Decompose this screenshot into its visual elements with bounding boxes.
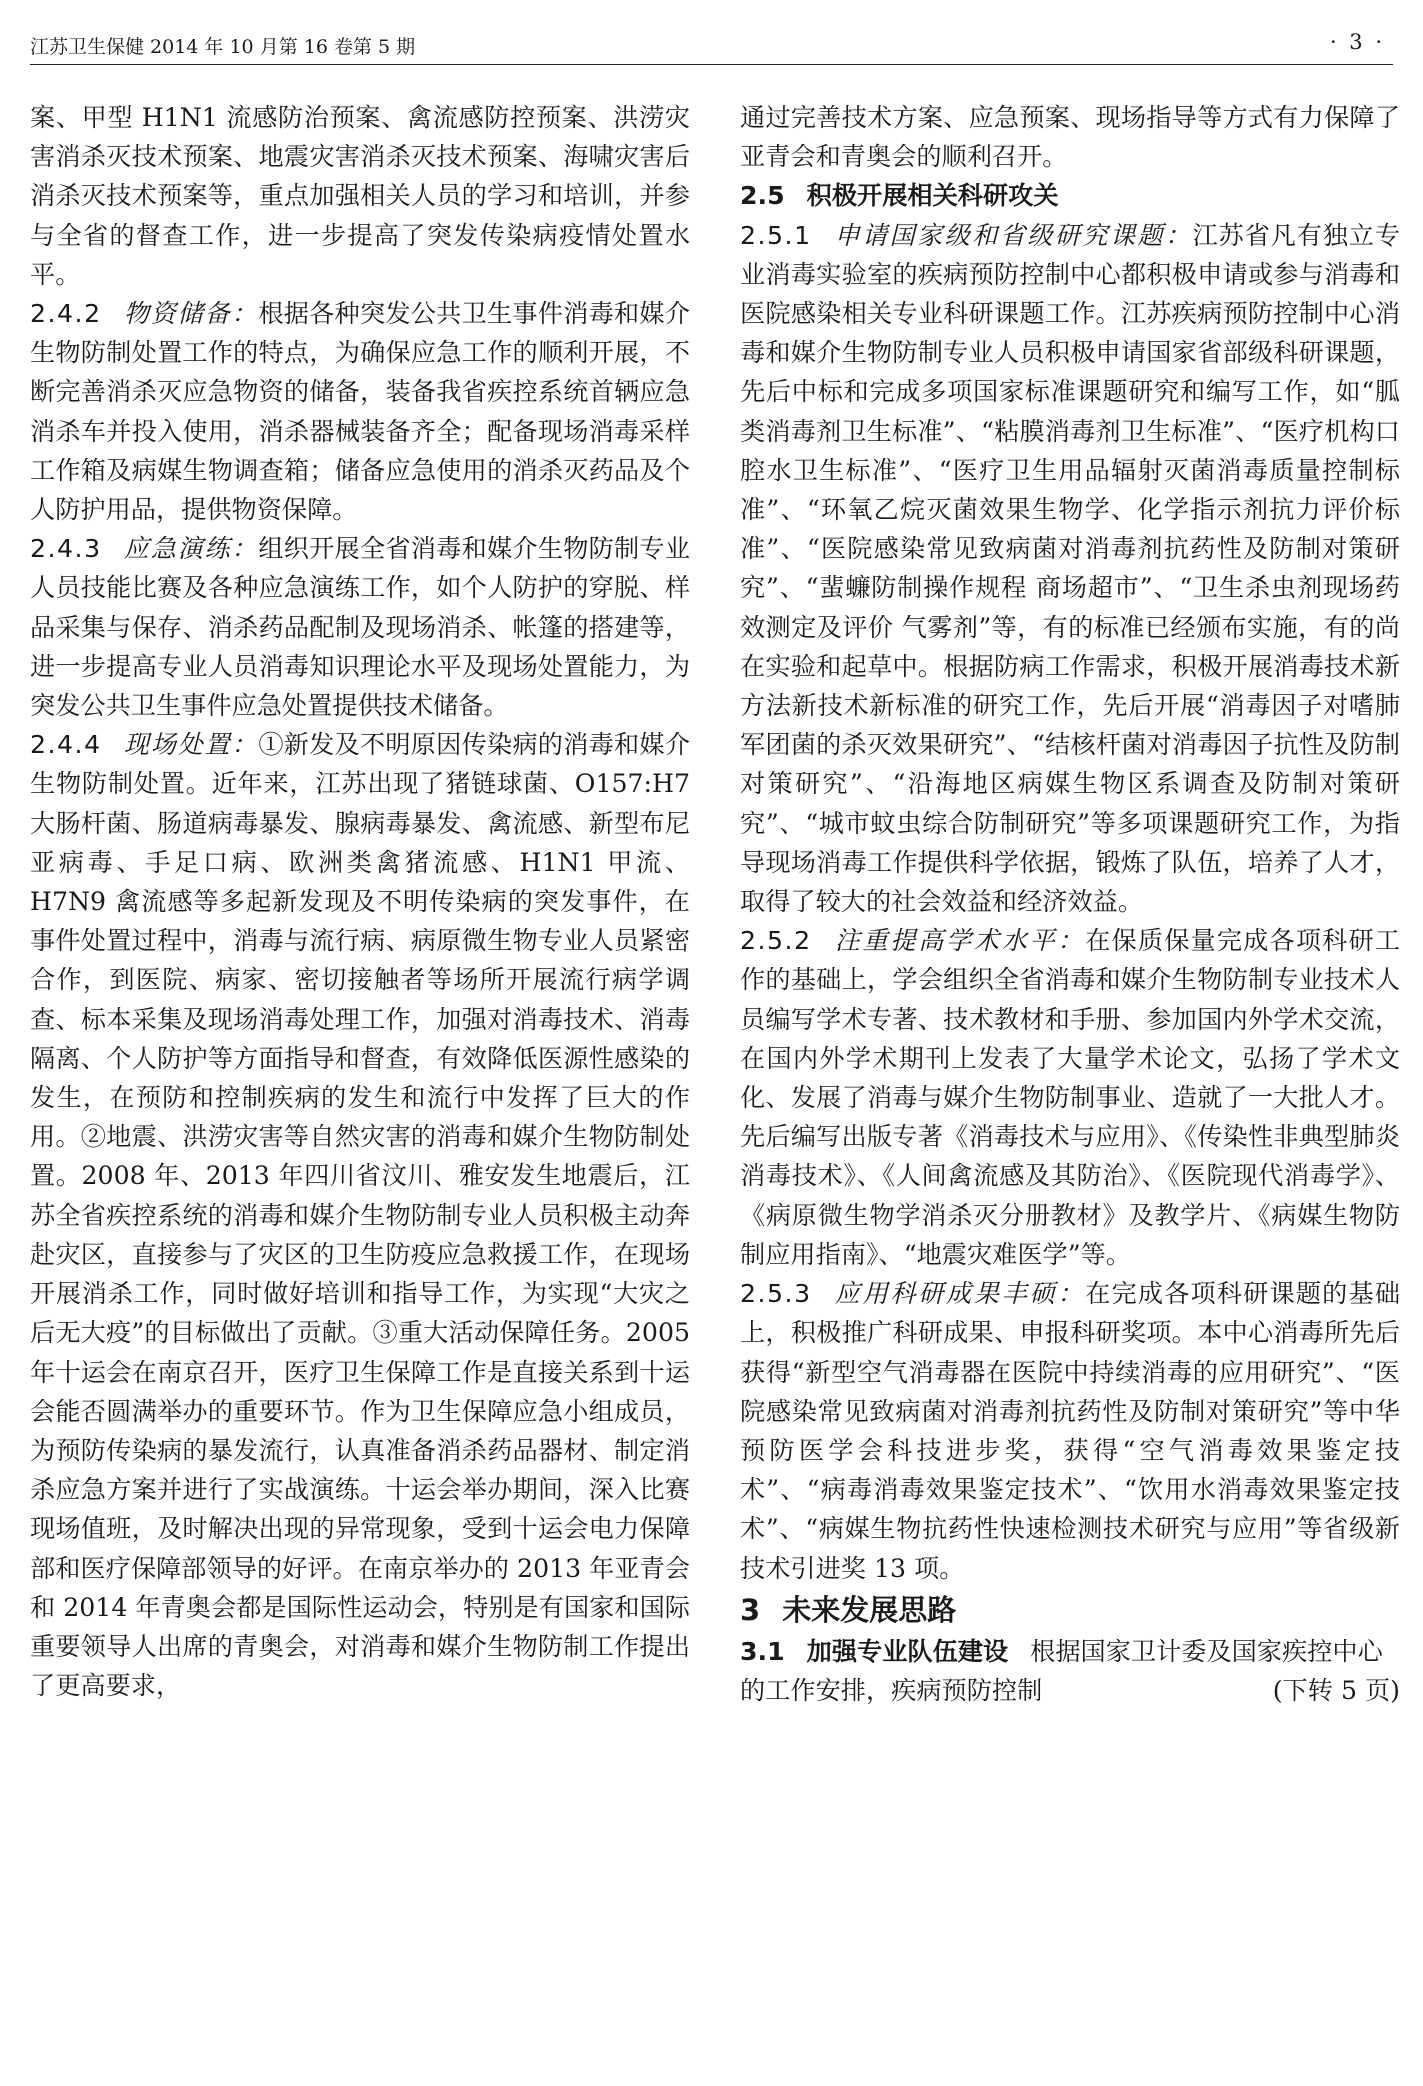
- journal-info: 江苏卫生保健 2014 年 10 月第 16 卷第 5 期: [30, 36, 416, 58]
- section-keyword: 应用科研成果丰硕：: [833, 1279, 1086, 1309]
- section-text: 根据各种突发公共卫生事件消毒和媒介生物防制处置工作的特点，为确保应急工作的顺利开展，不断完善消杀灭应急物资的储备，装备我省疾控系统首辆应急消杀车并投入使用，消杀器械装备齐全；配备现场消毒采样工作箱及病媒生物调查箱；储备应急使用的消杀灭药品及个人防护用品，提供物资保障。: [30, 299, 691, 525]
- continued-note: (下转 5 页): [1272, 1675, 1400, 1705]
- section-3-1: [740, 1632, 1400, 1710]
- section-text: ①新发及不明原因传染病的消毒和媒介生物防制处置。近年来，江苏出现了猪链球菌、O157:H7 大肠杆菌、肠道病毒暴发、腺病毒暴发、禽流感、新型布尼亚病毒、手足口病、欧洲类禽猪流感、H1N1 甲流、H7N9 禽流感等多起新发现及不明传染病的突发事件，在事件处置过程中，消毒与流行病、病原微生物专业人员紧密合作，到医院、病家、密切接触者等场所开展流行病学调查、标本采集及现场消毒处理工作，加强对消毒技术、消毒隔离、个人防护等方面指导和督查，有效降低医源性感染的发生，在预防和控制疾病的发生和流行中发挥了巨大的作用。②地震、洪涝灾害等自然灾害的消毒和媒介生物防制处置。2008 年、2013 年四川省汶川、雅安发生地震后，江苏全省疾控系统的消毒和媒介生物防制专业人员积极主动奔赴灾区，直接参与了灾区的卫生防疫应急救援工作，在现场开展消杀工作，同时做好培训和指导工作，为实现“大灾之后无大疫”的目标做出了贡献。③重大活动保障任务。2005 年十运会在南京召开，医疗卫生保障工作是直接关系到十运会能否圆满举办的重要环节。作为卫生保障应急小组成员，为预防传染病的暴发流行，认真准备消杀药品器材、制定消杀应急方案并进行了实战演练。十运会举办期间，深入比赛现场值班，及时解决出现的异常现象，受到十运会电力保障部和医疗保障部领导的好评。在南京举办的 2013 年亚青会和 2014 年青奥会都是国际性运动会，特别是有国家和国际重要领导人出席的青奥会，对消毒和媒介生物防制工作提出了更高要求，: [30, 730, 691, 1701]
- section-2-4-2: [30, 294, 690, 529]
- section-text: 在完成各项科研课题的基础上，积极推广科研成果、申报科研奖项。本中心消毒所先后获得“新型空气消毒器在医院中持续消毒的应用研究”、“医院感染常见致病菌对消毒剂抗药性及防制对策研究”等中华预防医学会科技进步奖，获得“空气消毒效果鉴定技术”、“病毒消毒效果鉴定技术”、“饮用水消毒效果鉴定技术”、“病媒生物抗药性快速检测技术研究与应用”等省级新技术引进奖 13 项。: [740, 1279, 1401, 1583]
- heading-title: 积极开展相关科研攻关: [806, 181, 1059, 211]
- paragraph: 案、甲型 H1N1 流感防治预案、禽流感防控预案、洪涝灾害消杀灭技术预案、地震灾害消杀灭技术预案、海啸灾害后消杀灭技术预案等，重点加强相关人员的学习和培训，并参与全省的督查工作，进一步提高了突发传染病疫情处置水平。: [30, 103, 690, 289]
- section-2-5-3: [740, 1274, 1400, 1588]
- section-text: 根据国家卫计委及国家疾控中心的工作安排，疾病预防控制: [740, 1636, 1383, 1705]
- heading-number: 3: [740, 1592, 761, 1627]
- running-header: [30, 30, 1393, 65]
- section-number: 2.4.4: [30, 730, 102, 760]
- section-keyword: 应急演练：: [123, 534, 259, 564]
- page-number: · 3 ·: [1329, 30, 1385, 54]
- section-keyword: 申请国家级和省级研究课题：: [833, 220, 1193, 250]
- section-text: 江苏省凡有独立专业消毒实验室的疾病预防控制中心都积极申请或参与消毒和医院感染相关专业科研课题工作。江苏疾病预防控制中心消毒和媒介生物防制专业人员积极申请国家省部级科研课题，先后中标和完成多项国家标准课题研究和编写工作，如“胍类消毒剂卫生标准”、“粘膜消毒剂卫生标准”、“医疗机构口腔水卫生标准”、“医疗卫生用品辐射灭菌消毒质量控制标准”、“环氧乙烷灭菌效果生物学、化学指示剂抗力评价标准”、“医院感染常见致病菌对消毒剂抗药性及防制对策研究”、“蜚蠊防制操作规程 商场超市”、“卫生杀虫剂现场药效测定及评价 气雾剂”等，有的标准已经颁布实施，有的尚在实验和起草中。根据防病工作需求，积极开展消毒技术新方法新技术新标准的研究工作，先后开展“消毒因子对嗜肺军团菌的杀灭效果研究”、“结核杆菌对消毒因子抗性及防制对策研究”、“沿海地区病媒生物区系调查及防制对策研究”、“城市蚊虫综合防制研究”等多项课题研究工作，为指导现场消毒工作提供科学依据，锻炼了队伍，培养了人才，取得了较大的社会效益和经济效益。: [740, 220, 1401, 917]
- section-2-4-4: [30, 725, 690, 1705]
- section-title: 加强专业队伍建设: [806, 1636, 1009, 1666]
- section-number: 3.1: [740, 1636, 785, 1666]
- heading-3: [740, 1588, 1400, 1632]
- section-number: 2.5.3: [740, 1279, 812, 1309]
- paragraph: 通过完善技术方案、应急预案、现场指导等方式有力保障了亚青会和青奥会的顺利召开。: [740, 103, 1400, 172]
- section-2-5-2: [740, 921, 1400, 1274]
- section-number: 2.4.2: [30, 299, 102, 329]
- section-keyword: 现场处置：: [123, 730, 259, 760]
- section-keyword: 物资储备：: [123, 299, 259, 329]
- heading-number: 2.5: [740, 181, 785, 211]
- section-text: 在保质保量完成各项科研工作的基础上，学会组织全省消毒和媒介生物防制专业技术人员编写学术专著、技术教材和手册、参加国内外学术交流，在国内外学术期刊上发表了大量学术论文，弘扬了学术文化、发展了消毒与媒介生物防制事业、造就了一大批人才。先后编写出版专著《消毒技术与应用》、《传染性非典型肺炎消毒技术》、《人间禽流感及其防治》、《医院现代消毒学》、《病原微生物学消杀灭分册教材》及教学片、《病媒生物防制应用指南》、“地震灾难医学”等。: [740, 926, 1401, 1269]
- section-2-4-3: [30, 529, 690, 725]
- section-keyword: 注重提高学术水平：: [833, 926, 1086, 956]
- section-2-5-1: [740, 216, 1400, 922]
- left-column: [30, 98, 690, 1705]
- heading-title: 未来发展思路: [782, 1592, 957, 1627]
- section-number: 2.4.3: [30, 534, 102, 564]
- section-number: 2.5.2: [740, 926, 812, 956]
- heading-2-5: [740, 176, 1400, 215]
- section-text: 组织开展全省消毒和媒介生物防制专业人员技能比赛及各种应急演练工作，如个人防护的穿脱、样品采集与保存、消杀药品配制及现场消杀、帐篷的搭建等，进一步提高专业人员消毒知识理论水平及现场处置能力，为突发公共卫生事件应急处置提供技术储备。: [30, 534, 691, 721]
- right-column: [740, 98, 1400, 1710]
- section-number: 2.5.1: [740, 220, 812, 250]
